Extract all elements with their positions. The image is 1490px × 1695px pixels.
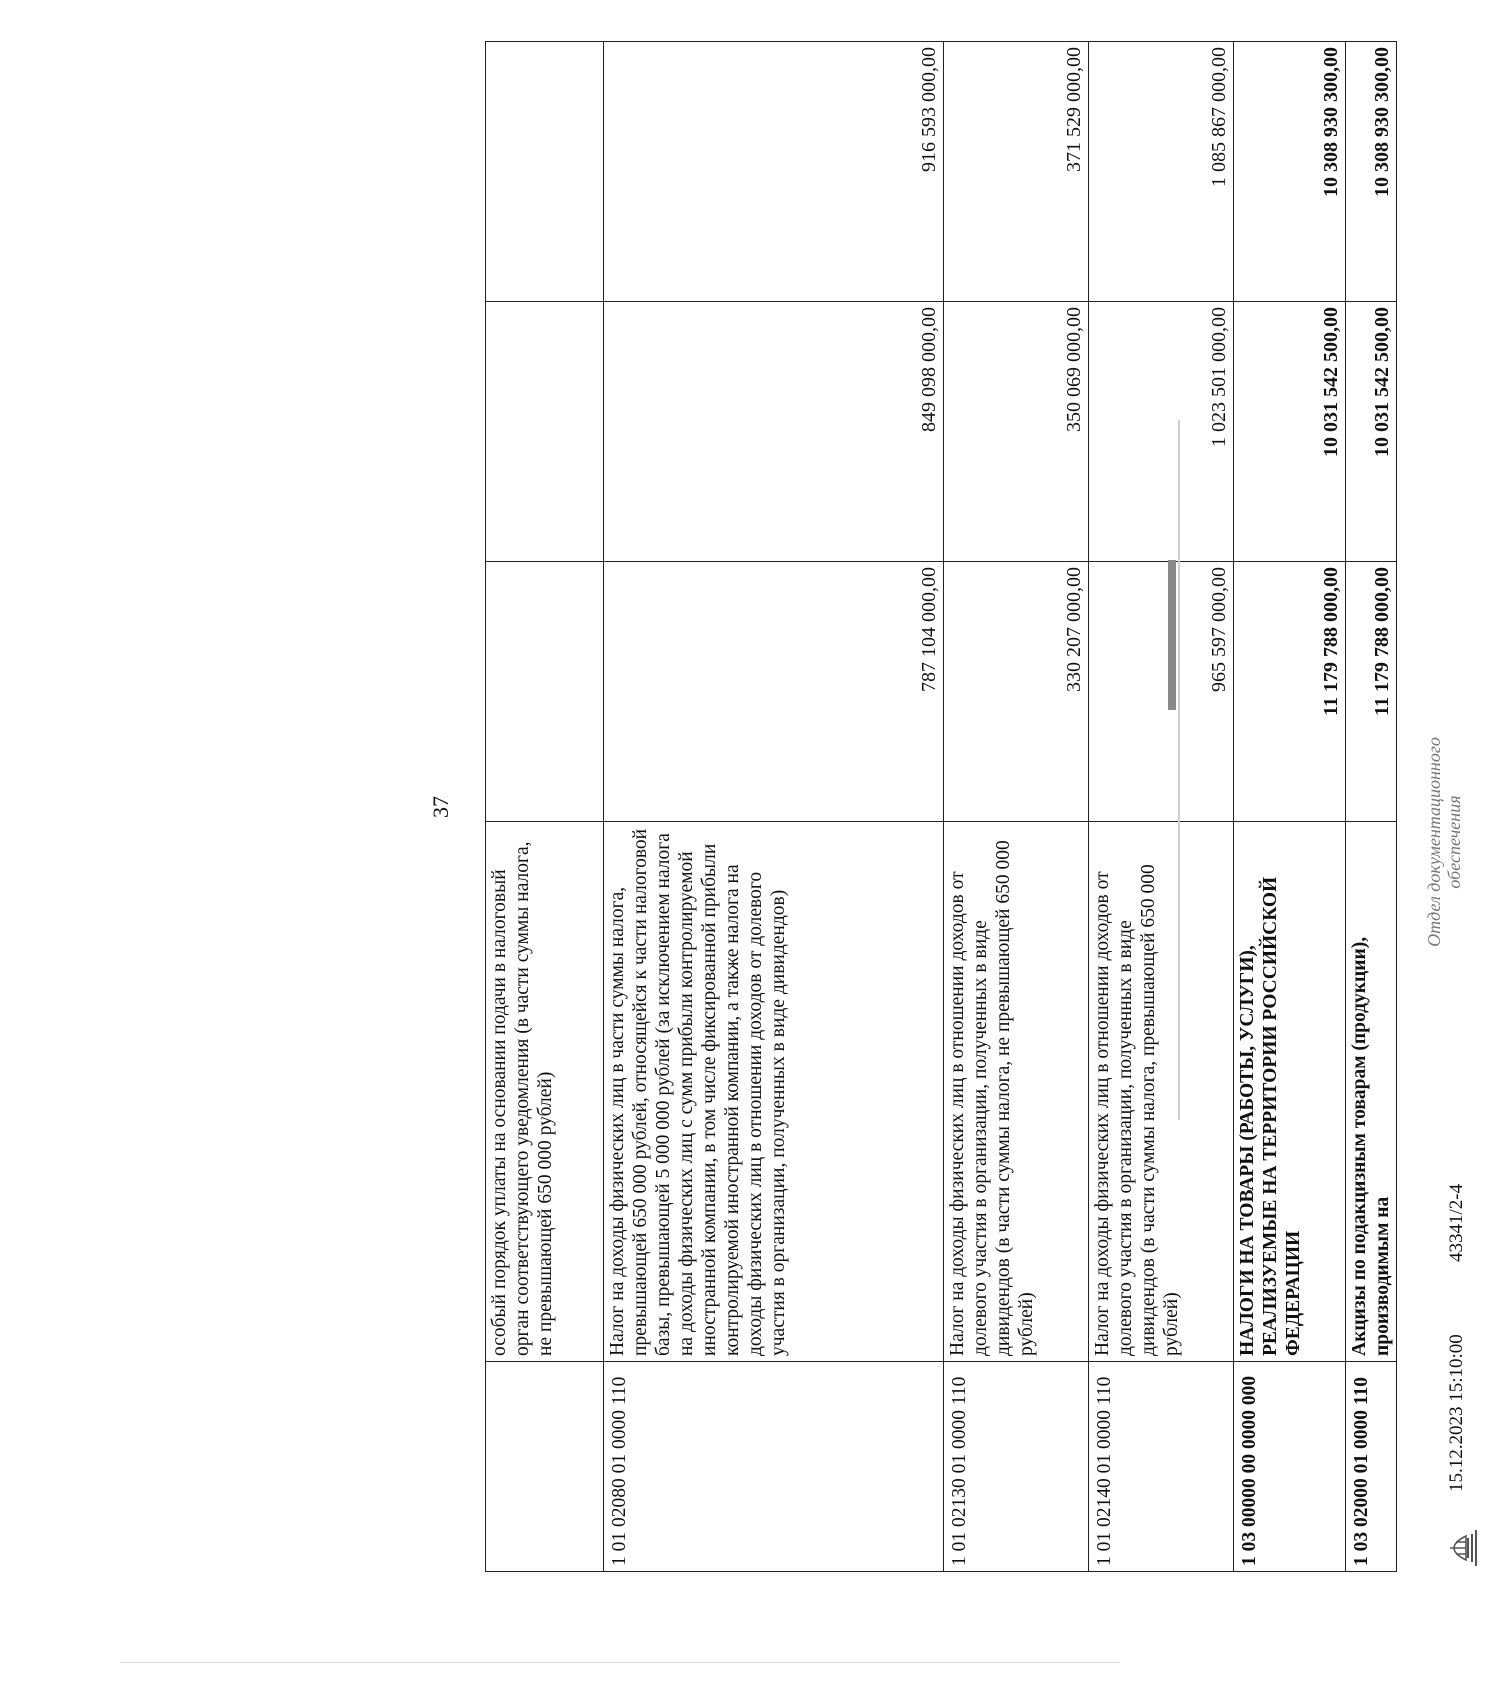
amount-year-3 <box>486 42 604 302</box>
revenue-name: Акцизы по подакцизным товарам (продукции), производимым на <box>1346 822 1397 1362</box>
amount-year-1: 965 597 000,00 <box>1089 562 1234 822</box>
revenue-name: Налог на доходы физических лиц в отношении доходов от долевого участия в организации, полученных в виде дивидендов (в части суммы налога, превышающей 650 000 рублей) <box>1089 822 1234 1362</box>
budget-revenue-table <box>485 41 1397 1572</box>
footer-document-code: 43341/2-4 <box>1446 1183 1467 1262</box>
scan-edge-mark <box>120 1662 1120 1663</box>
amount-year-3: 1 085 867 000,00 <box>1089 42 1234 302</box>
amount-year-1: 787 104 000,00 <box>604 562 944 822</box>
footer-date: 15.12.2023 15:10:00 <box>1446 1334 1467 1492</box>
budget-code <box>486 1362 604 1572</box>
amount-year-3: 916 593 000,00 <box>604 42 944 302</box>
stamp-line: обеспечения <box>1444 795 1464 889</box>
table-row <box>1346 42 1397 1572</box>
budget-code: 1 01 02130 01 0000 110 <box>944 1362 1089 1572</box>
amount-year-3: 371 529 000,00 <box>944 42 1089 302</box>
stamp-line: Отдел документационного <box>1424 737 1444 947</box>
department-stamp <box>1424 712 1464 972</box>
amount-year-1: 11 179 788 000,00 <box>1234 562 1346 822</box>
revenue-name: НАЛОГИ НА ТОВАРЫ (РАБОТЫ, УСЛУГИ), РЕАЛИЗУЕМЫЕ НА ТЕРРИТОРИИ РОССИЙСКОЙ ФЕДЕРАЦИИ <box>1234 822 1346 1362</box>
table-row <box>1234 42 1346 1572</box>
revenue-name: Налог на доходы физических лиц в отношении доходов от долевого участия в организации, полученных в виде дивидендов (в части суммы налога, не превышающей 650 000 рублей) <box>944 822 1089 1362</box>
budget-code: 1 03 00000 00 0000 000 <box>1234 1362 1346 1572</box>
table-row <box>486 42 604 1572</box>
scan-edge-mark <box>1168 560 1176 710</box>
page-footer <box>1424 42 1490 1572</box>
amount-year-1 <box>486 562 604 822</box>
scan-edge-mark <box>1178 420 1180 1120</box>
amount-year-2: 849 098 000,00 <box>604 302 944 562</box>
amount-year-3: 10 308 930 300,00 <box>1346 42 1397 302</box>
budget-code: 1 01 02140 01 0000 110 <box>1089 1362 1234 1572</box>
rotated-document-page <box>390 0 1467 1572</box>
page-number: 37 <box>428 796 453 818</box>
table-row <box>1089 42 1234 1572</box>
emblem-icon <box>1436 1524 1480 1572</box>
amount-year-1: 11 179 788 000,00 <box>1346 562 1397 822</box>
table-row <box>604 42 944 1572</box>
amount-year-3: 10 308 930 300,00 <box>1234 42 1346 302</box>
revenue-name: Налог на доходы физических лиц в части суммы налога, превышающей 650 000 рублей, относящейся к части налоговой базы, превышающей 5 000 000 рублей (за исключением налога на доходы физических лиц с сумм прибыли контролируемой иностранной компании, в том числе фиксированной прибыли контролируемой иностранной компании, а также налога на доходы физических лиц в отношении доходов от долевого участия в организации, полученных в виде дивидендов) <box>604 822 944 1362</box>
budget-code: 1 01 02080 01 0000 110 <box>604 1362 944 1572</box>
amount-year-2: 350 069 000,00 <box>944 302 1089 562</box>
amount-year-1: 330 207 000,00 <box>944 562 1089 822</box>
budget-code: 1 03 02000 01 0000 110 <box>1346 1362 1397 1572</box>
amount-year-2: 10 031 542 500,00 <box>1346 302 1397 562</box>
amount-year-2: 10 031 542 500,00 <box>1234 302 1346 562</box>
revenue-name: особый порядок уплаты на основании подачи в налоговый орган соответствующего уведомления (в части суммы налога, не превышающей 650 000 рублей) <box>486 822 604 1362</box>
table-row <box>944 42 1089 1572</box>
amount-year-2: 1 023 501 000,00 <box>1089 302 1234 562</box>
amount-year-2 <box>486 302 604 562</box>
